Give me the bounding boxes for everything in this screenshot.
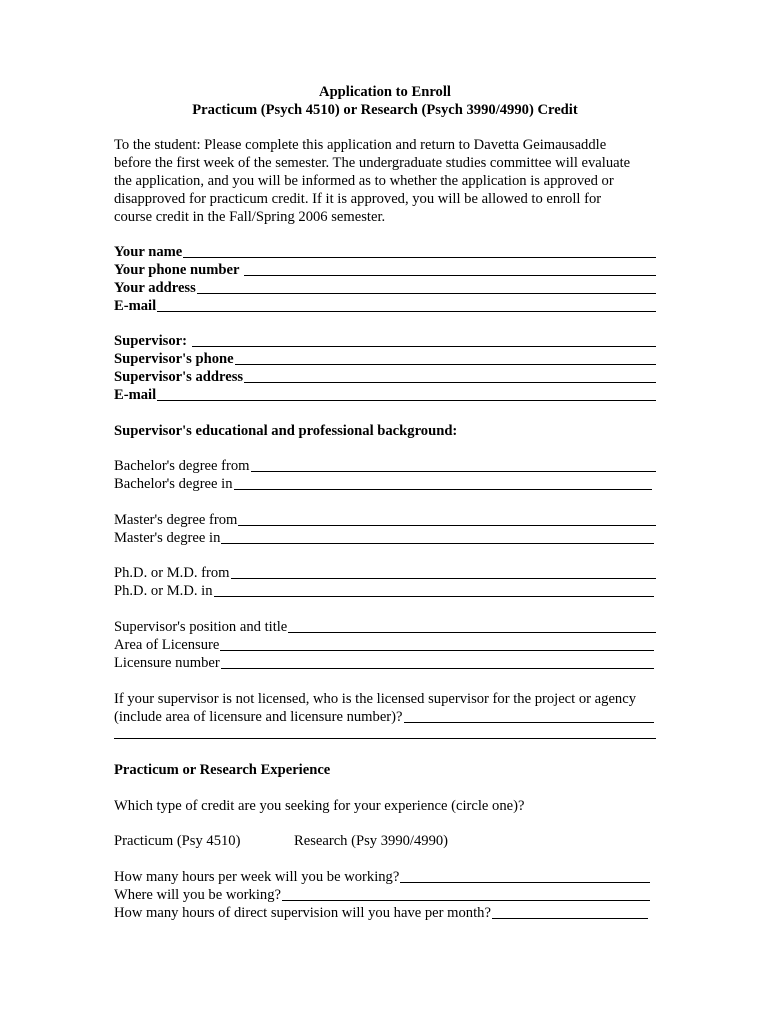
bachelors-in-label: Bachelor's degree in xyxy=(114,476,233,492)
supervisor-email-label: E-mail xyxy=(114,387,157,403)
bachelors-in-field[interactable] xyxy=(114,475,652,493)
masters-in-label: Master's degree in xyxy=(114,530,221,546)
intro-line: disapproved for practicum credit. If it is approved, you will be allowed to enroll for xyxy=(114,191,602,207)
unlicensed-extra-line[interactable] xyxy=(114,738,656,739)
licensure-number-blank[interactable] xyxy=(221,668,654,669)
bachelors-from-field[interactable] xyxy=(114,457,656,475)
unlicensed-question-line2: (include area of licensure and licensure number)? xyxy=(114,709,403,725)
phd-from-label: Ph.D. or M.D. from xyxy=(114,565,230,581)
intro-line: course credit in the Fall/Spring 2006 semester. xyxy=(114,209,386,225)
form-title: Application to Enroll xyxy=(319,84,451,100)
option-research[interactable]: Research (Psy 3990/4990) xyxy=(294,833,449,849)
student-name-blank[interactable] xyxy=(183,257,656,258)
hours-per-week-label: How many hours per week will you be working? xyxy=(114,869,400,885)
work-location-field[interactable] xyxy=(114,886,650,904)
supervisor-name-field[interactable] xyxy=(114,332,656,350)
work-location-label: Where will you be working? xyxy=(114,887,281,903)
credit-type-question: Which type of credit are you seeking for your experience (circle one)? xyxy=(114,798,525,814)
masters-from-label: Master's degree from xyxy=(114,512,238,528)
work-location-blank[interactable] xyxy=(282,900,650,901)
phd-in-field[interactable] xyxy=(114,582,654,600)
student-name-field[interactable] xyxy=(114,243,656,261)
intro-line: To the student: Please complete this application and return to Davetta Geimausaddle xyxy=(114,137,607,153)
position-title-label: Supervisor's position and title xyxy=(114,619,288,635)
bachelors-in-blank[interactable] xyxy=(234,489,652,490)
position-title-field[interactable] xyxy=(114,618,656,636)
phd-in-label: Ph.D. or M.D. in xyxy=(114,583,213,599)
phd-from-field[interactable] xyxy=(114,564,656,582)
licensure-area-field[interactable] xyxy=(114,636,654,654)
supervision-hours-label: How many hours of direct supervision will you have per month? xyxy=(114,905,491,921)
unlicensed-question-line1: If your supervisor is not licensed, who is the licensed supervisor for the project or agency xyxy=(114,691,636,707)
supervisor-phone-blank[interactable] xyxy=(235,364,656,365)
supervision-hours-blank[interactable] xyxy=(492,918,648,919)
student-email-blank[interactable] xyxy=(157,311,656,312)
student-email-field[interactable] xyxy=(114,297,656,315)
bachelors-from-blank[interactable] xyxy=(251,471,656,472)
student-address-blank[interactable] xyxy=(197,293,656,294)
student-name-label: Your name xyxy=(114,244,183,260)
supervisor-address-blank[interactable] xyxy=(244,382,656,383)
licensure-number-label: Licensure number xyxy=(114,655,220,671)
supervisor-address-field[interactable] xyxy=(114,368,656,386)
masters-in-blank[interactable] xyxy=(221,543,654,544)
licensure-number-field[interactable] xyxy=(114,654,654,672)
student-phone-label: Your phone number xyxy=(114,262,243,278)
form-subtitle: Practicum (Psych 4510) or Research (Psych 3990/4990) Credit xyxy=(192,102,578,118)
supervisor-address-label: Supervisor's address xyxy=(114,369,244,385)
hours-per-week-blank[interactable] xyxy=(400,882,650,883)
background-heading: Supervisor's educational and professional background: xyxy=(114,423,458,439)
supervisor-phone-label: Supervisor's phone xyxy=(114,351,234,367)
intro-paragraph xyxy=(114,136,659,226)
student-address-field[interactable] xyxy=(114,279,656,297)
phd-in-blank[interactable] xyxy=(214,596,654,597)
hours-per-week-field[interactable] xyxy=(114,868,650,886)
supervisor-name-blank[interactable] xyxy=(192,346,656,347)
experience-heading: Practicum or Research Experience xyxy=(114,762,331,778)
student-address-label: Your address xyxy=(114,280,196,296)
student-email-label: E-mail xyxy=(114,298,157,314)
masters-in-field[interactable] xyxy=(114,529,654,547)
supervisor-phone-field[interactable] xyxy=(114,350,656,368)
unlicensed-supervisor-blank[interactable] xyxy=(404,722,655,723)
supervisor-email-field[interactable] xyxy=(114,386,656,404)
licensure-area-blank[interactable] xyxy=(220,650,654,651)
masters-from-field[interactable] xyxy=(114,511,656,529)
supervisor-name-label: Supervisor: xyxy=(114,333,191,349)
position-title-blank[interactable] xyxy=(288,632,656,633)
form-header xyxy=(0,83,770,119)
intro-line: before the first week of the semester. The undergraduate studies committee will evaluate xyxy=(114,155,631,171)
masters-from-blank[interactable] xyxy=(238,525,656,526)
supervision-hours-field[interactable] xyxy=(114,904,648,922)
licensure-area-label: Area of Licensure xyxy=(114,637,220,653)
supervisor-email-blank[interactable] xyxy=(157,400,656,401)
option-practicum[interactable]: Practicum (Psy 4510) xyxy=(114,833,241,849)
unlicensed-supervisor-field[interactable] xyxy=(114,708,654,726)
intro-line: the application, and you will be informed as to whether the application is approved or xyxy=(114,173,614,189)
student-phone-field[interactable] xyxy=(114,261,656,279)
phd-from-blank[interactable] xyxy=(231,578,656,579)
student-phone-blank[interactable] xyxy=(244,275,656,276)
bachelors-from-label: Bachelor's degree from xyxy=(114,458,250,474)
